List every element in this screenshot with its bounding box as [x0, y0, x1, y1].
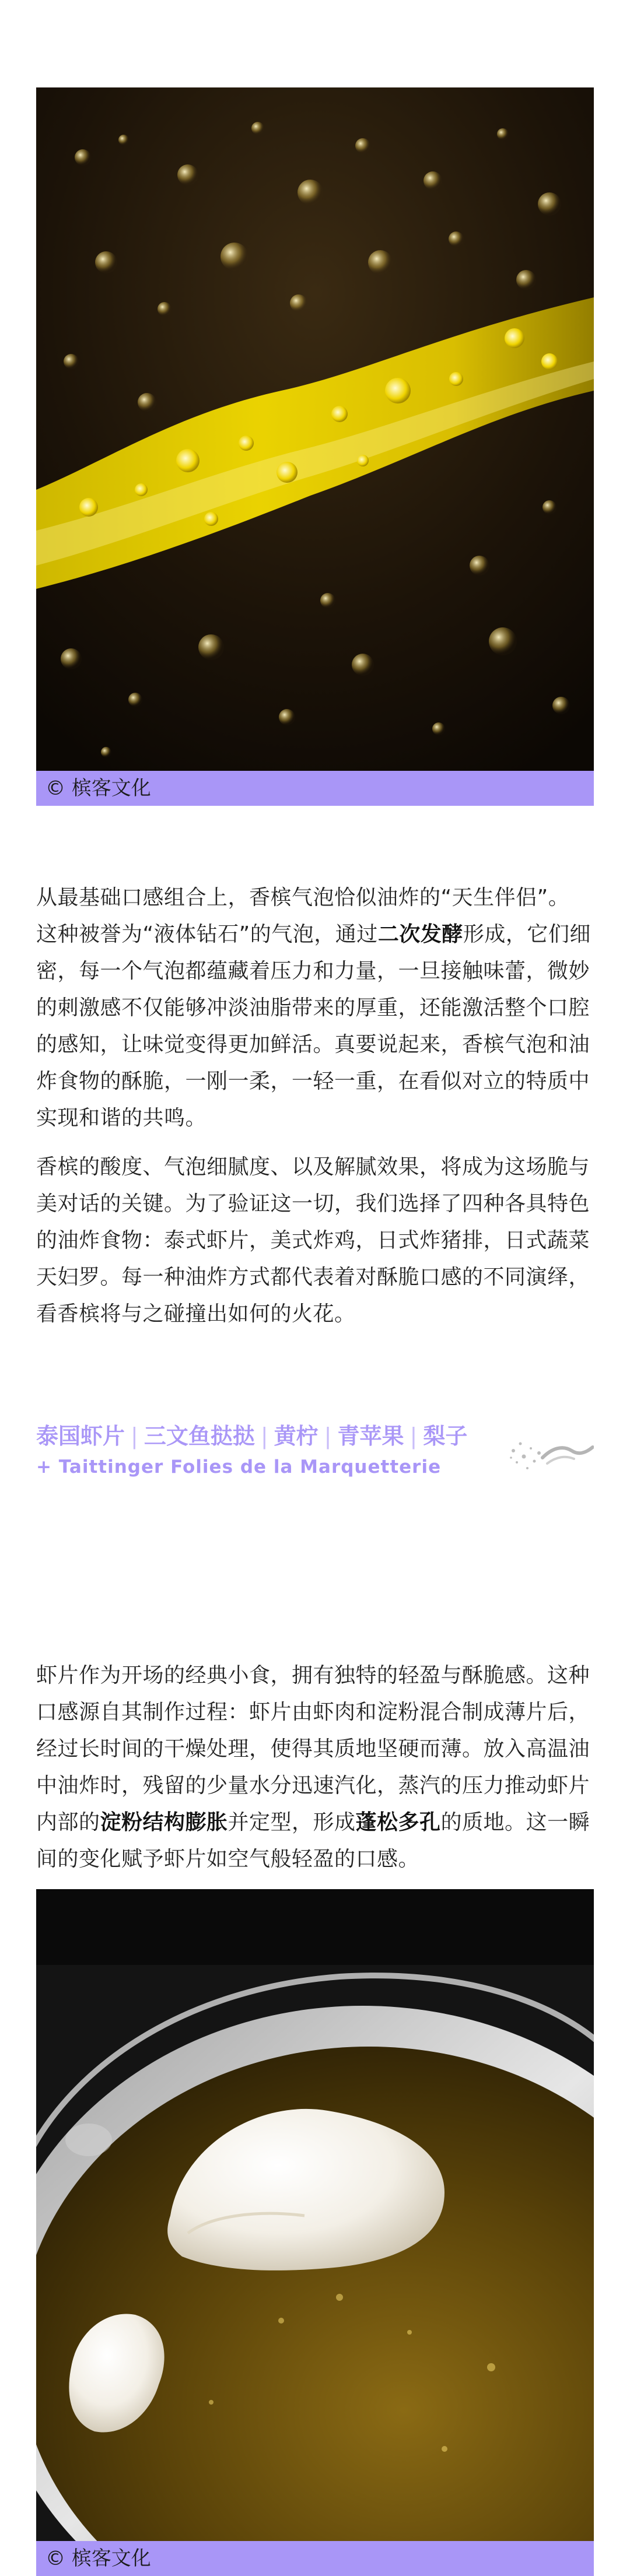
text-segment: 香槟的酸度、气泡细腻度、以及解腻效果，将成为这场脆与美对话的关键。为了验证这一切，我们选择了四种各具特色的油炸食物：泰式虾片，美式炸鸡，日式炸猪排，日式蔬菜天妇罗。每一种油炸方式都代表着对酥脆口感的不同演绎，看香槟将与之碰撞出如何的火花。 — [36, 1155, 590, 1326]
pairing-item: 梨子 — [423, 1423, 468, 1449]
figure-bubbles — [36, 87, 594, 806]
pairing-item: 青苹果 — [337, 1423, 404, 1449]
bold-text: 淀粉结构膨胀 — [100, 1810, 228, 1834]
figure-prawn-crackers — [36, 1889, 594, 2576]
bubbles-decoration-icon — [506, 1427, 594, 1480]
pairing-wine: + Taittinger Folies de la Marquetterie — [36, 1457, 442, 1477]
pairing-separator: | — [260, 1423, 268, 1449]
photo-credit-text: © 槟客文化 — [46, 777, 151, 800]
bold-text: 二次发酵 — [377, 922, 463, 946]
pairing-separator: | — [131, 1423, 138, 1449]
photo-bubbles — [36, 87, 594, 771]
prawn-cracker-image — [36, 1889, 594, 2541]
text-segment: 的质地。这一瞬间的变化赋予虾片如空气般轻盈的口感。 — [36, 1810, 590, 1871]
pairing-list — [36, 1418, 561, 1450]
text-segment: 并定型，形成 — [228, 1810, 356, 1834]
paragraph-bubbles-intro — [36, 879, 594, 1136]
text-segment: 形成，它们细密，每一个气泡都蕴藏着压力和力量，一旦接触味蕾，微妙的刺激感不仅能够冲淡油脂带来的厚重，还能激活整个口腔的感知，让味觉变得更加鲜活。真要说起来，香槟气泡和油炸食物的酥脆，一刚一柔，一轻一重，在看似对立的特质中实现和谐的共鸣。 — [36, 922, 591, 1130]
photo-prawn-crackers — [36, 1889, 594, 2541]
photo-credit — [36, 2541, 594, 2576]
text-segment: 虾片作为开场的经典小食，拥有独特的轻盈与酥脆感。这种口感源自其制作过程：虾片由虾肉和淀粉混合制成薄片后，经过长时间的干燥处理，使得其质地坚硬而薄。放入高温油中油炸时，残留的少量水分迅速汽化，蒸汽的压力推动虾片内部的 — [36, 1663, 590, 1834]
pairing-separator: | — [324, 1423, 332, 1449]
pairing-separator: | — [410, 1423, 418, 1449]
text-segment: 从最基础口感组合上，香槟气泡恰似油炸的“天生伴侣”。 这种被誉为“液体钻石”的气泡，通过 — [36, 886, 570, 946]
paragraph-pairing-intro — [36, 1149, 594, 1332]
paragraph-prawn-crackers — [36, 1657, 594, 1877]
bubbles-image — [36, 87, 594, 771]
pairing-item: 泰国虾片 — [36, 1423, 125, 1449]
pairing-item: 黄柠 — [274, 1423, 318, 1449]
photo-credit — [36, 771, 594, 806]
bold-text: 蓬松多孔 — [355, 1810, 441, 1834]
photo-credit-text: © 槟客文化 — [46, 2547, 151, 2570]
pairing-item: 三文鱼挞挞 — [144, 1423, 255, 1449]
